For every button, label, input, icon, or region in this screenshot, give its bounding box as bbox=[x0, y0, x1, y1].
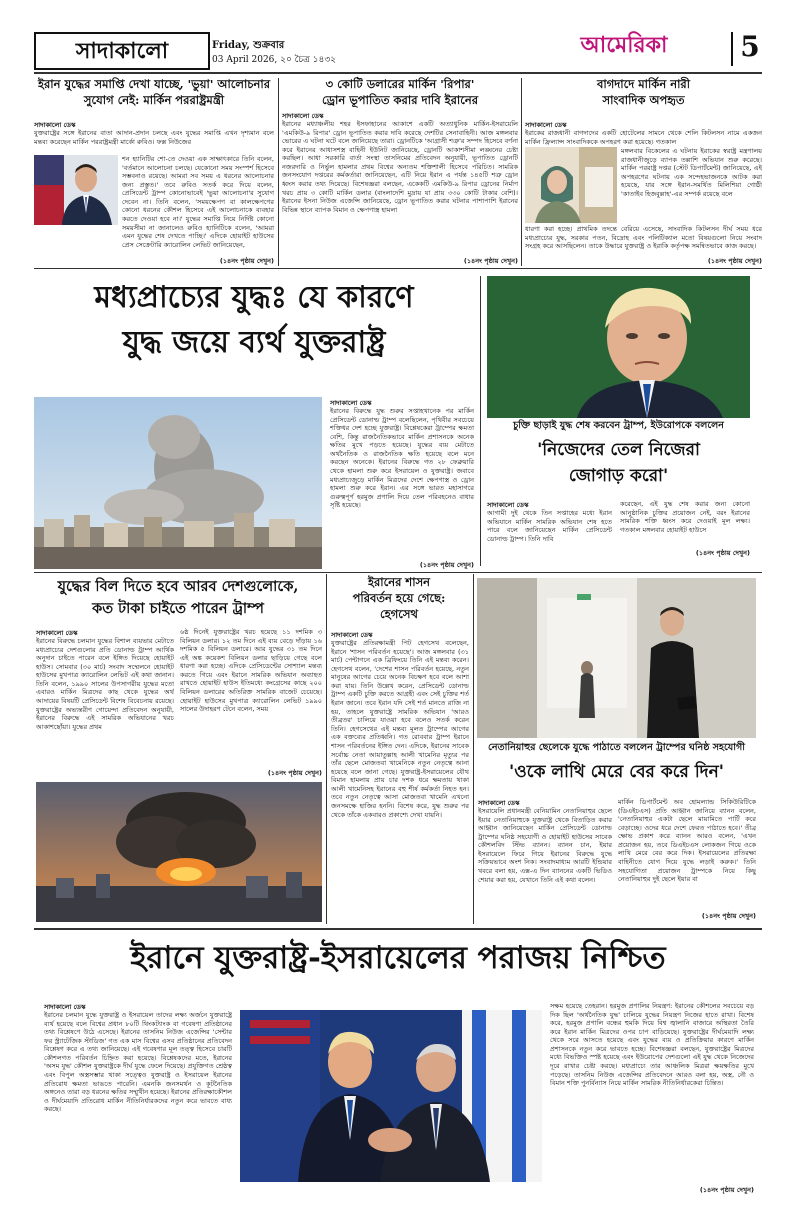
story-drone-body: ইরানের মধ্যাঞ্চলীয় শহর ইসফাহানের আকাশে একটি অত্যাধুনিক মার্কিন-ইসরায়েলি 'এমকিউ-৯ রিপার' ড্রোন ভূপাতিত করার দাবি করেছে দেশটির সেনাবাহিনী। আজ মঙ্গলবার ভোরের এ ঘটনা ঘটে বলে জানিয়েছে তারা। ড্রোনটিকে 'আগ্রাসী শত্রু'র সম্পদ হিসেবে বর্ণনা করে ইরানের আধাসশস্ত্র বাহিনী ইউনিট জানিয়েছে, ড্রোনটি আকাশসীমা লঙ্ঘনের চেষ্টা করছিল। আধা সরকারি বার্তা সংস্থা তাসনিমের প্রতিবেদন অনুযায়ী, ভূপাতিত ড্রোনটি নজরদারি ও নির্ভুল হামলার প্রথম বিশ্বের অন্যতম শক্তিশালী হিসেবে পরিচিত। সামরিক জনসংযোগ দপ্তরের কর্মকর্তারা জানিয়েছেন, এটি নিয়ে ইরান এ পর্যন্ত ১৪৫টি শত্রু ড্রোন ধ্বংস করার তথ্য দিয়েছে। বিশেষজ্ঞরা বলছেন, একেকটি এমকিউ-৯ রিপার ড্রোনের নির্মাণ খরচ প্রায় ৩ কোটি মার্কিন ডলার (বাংলাদেশি মুদ্রায় যা প্রায় ৩৩০ কোটি টাকার বেশি)। ইরানের ইসনা নিউজ এজেন্সি জানিয়েছে, ড্রোন ভূপাতিত করার ঘটনার পাশাপাশি ইরানের বিভিন্ন স্থানে ব্যাপক বিমান ও ক্ষেপণাস্ত্র হামলা bbox=[282, 120, 518, 214]
trump-oil-headline-2: জোগাড় করো' bbox=[568, 466, 669, 486]
arab-bill-continued[interactable]: (১৪নং পৃষ্ঠায় দেখুন) bbox=[267, 769, 322, 777]
story-journalist-continued[interactable]: (১৪নং পৃষ্ঠায় দেখুন) bbox=[707, 257, 762, 265]
story-drone bbox=[282, 76, 518, 266]
trump-oil-body-col1: আগামী দুই থেকে তিন সপ্তাহের মধ্যে ইরান অভিযানে মার্কিন সামরিক অভিযান শেষ হতে পারে বলে জানিয়েছেন মার্কিন প্রেসিডেন্ট ডোনাল্ড ট্রাম্প। তিনি দাবি bbox=[487, 509, 612, 543]
story-drone-headline-2: ড্রোন ভূপাতিত করার দাবি ইরানের bbox=[321, 93, 479, 107]
story-rubio-intro: যুক্তরাষ্ট্রের সঙ্গে ইরানের বাতা আদান-প্রদান চলছে এবং যুদ্ধের সমাপ্তি এখন দৃশ্যমান বলে মন্তব্য করেছেন মার্কিন পররাষ্ট্রমন্ত্রী মার্কো রুবিও। ফক্স নিউজের bbox=[34, 129, 274, 146]
section-rule bbox=[34, 572, 762, 573]
netanyahu-continued[interactable]: (১৪নং পৃষ্ঠায় দেখুন) bbox=[701, 912, 756, 920]
story-rubio-byline: সাদাকালো ডেস্ক bbox=[34, 121, 76, 129]
section-title: আমেরিকা bbox=[580, 32, 668, 58]
lead-story-text bbox=[330, 398, 474, 570]
lead-byline: সাদাকালো ডেস্ক bbox=[330, 399, 372, 407]
story-rubio-body: শন হ্যানিটির শো-তে দেওয়া এক সাক্ষাৎকারে তিনি বলেন, 'বর্তমানে আলোচনা চলছে। যেকোনো সময় সংস্পর্শ হিসেবে সম্ভবনাও রয়েছে। আমরা সব সময় এ ধরনের আলোচনার জন্য প্রস্তুত।' তবে রুবিও সতর্ক করে দিয়ে বলেন, প্রেসিডেন্ট ট্রাম্প কোনোভাবেই 'ভুয়া আলোচনা'র সুযোগ দেবেন না। তিনি বলেন, 'সময়ক্ষেপণ বা কালক্ষেপণের কোনো ধরনের কৌশল হিসেবে এই আলোচনাকে ব্যবহার করতে দেওয়া হবে না।' যুদ্ধের সমাপ্তি নিয়ে নির্দিষ্ট কোনো সময়সীমা না জানালেও রুবিও হ্যানিটিকে বলেন, 'আমরা এমন যুদ্ধের শেষ দেখতে পাচ্ছি।' এদিকে হোয়াইট হাউসের প্রেস সেক্রেটারি ক্যারোলিন লেভিট জানিয়েছেন, bbox=[122, 155, 274, 249]
lead-continued[interactable]: (১৪নং পৃষ্ঠায় দেখুন) bbox=[419, 561, 474, 569]
rubio-photo bbox=[34, 155, 118, 225]
story-journalist bbox=[525, 76, 762, 266]
col-divider bbox=[480, 276, 481, 566]
netanyahu-byline: সাদাকালো ডেস্ক bbox=[478, 799, 520, 807]
regime-headline-1: ইরানের শাসন bbox=[367, 575, 431, 589]
trump-photo bbox=[487, 276, 750, 418]
story-drone-continued[interactable]: (১৪নং পৃষ্ঠায় দেখুন) bbox=[463, 257, 518, 265]
netanyahu-body-col2: মার্কিন ডিপার্টমেন্ট অব হোমল্যান্ড সিকিউরিটিকে (ডিএইচএস) প্রতি আহ্বান জানিয়ে ব্যানন বলেন, 'নেতানিয়াহুর একটা ছেলে মায়ামিতে পার্টি করে বেড়াচ্ছে। ওদের ধরে দেশে ফেরত পাঠাতে হবে।' তীব্র ক্ষোভ প্রকাশ করে ব্যানন আরও বলেন, 'এখন প্রয়োজন হয়, তবে ডিএইচএস লোকজন গিয়ে ওকে লাথি মেরে বের করে দিক। ইসরায়েলের প্রতিরক্ষা বাহিনীতে যোগ দিয়ে যুদ্ধে লড়াই করুক।' তিনি সহযোগিতা প্রয়োজন ট্রাম্পকে নিয়ে কিছু নেতানিয়াহুর দুই ছেলে ইয়ার বা bbox=[618, 798, 756, 884]
section-rule bbox=[34, 268, 762, 269]
story-journalist-side: মঙ্গলবার বিকেলের এ ঘটনায় ইরাকের স্বরাষ্ট্র মন্ত্রণালয় রাজধানীজুড়ে ব্যাপক তল্লাশি অভিযান শুরু করেছে। মার্কিন পররাষ্ট্র দপ্তর (স্টেট ডিপার্টমেন্ট) জানিয়েছে, এই অপহরণের ঘটনায় এক সন্দেহভাজনকে আটক করা হয়েছে, যার সঙ্গে ইরান-সমর্থিত মিলিশিয়া গোষ্ঠী 'কাতাইব হিজবুল্লাহ'-এর সম্পর্ক রয়েছে বলে bbox=[621, 147, 762, 198]
explosion-photo bbox=[36, 782, 322, 922]
arab-bill-byline: সাদাকালো ডেস্ক bbox=[36, 629, 78, 637]
col-divider bbox=[473, 574, 474, 924]
masthead-logo: সাদাকালো bbox=[34, 32, 210, 70]
bottom-byline: সাদাকালো ডেস্ক bbox=[44, 1003, 86, 1011]
bottom-body-col1: ইরানের চলমান যুদ্ধে যুক্তরাষ্ট্র ও ইসরায়েল তাদের লক্ষ্য অর্জনে যুক্তরাষ্ট্রে ব্যর্থ হয়েছে বলে বিশ্বের প্রধান ৮০টি থিংকট্যাংক বা গবেষণা প্রতিষ্ঠানের তথ্য বিশ্লেষণে উঠে এসেছে। ইরানের তাসনিম নিউজ এজেন্সির 'সেন্টার ফর স্ট্র্যাটেজিক স্টাডিজ' গত এক মাস বিশ্বের এসব প্রতিষ্ঠানের প্রতিবেদন বিশ্লেষণ করে এ তথ্য জানিয়েছে। এই গবেষণার মূল তত্ত্ব হিসেবে চারটি কৌশলগত পরিবর্তন চিহ্নিত করা হয়েছে। বিশ্লেষকদের মতে, ইরানের 'অসম যুদ্ধ' কৌশল যুক্তরাষ্ট্রকে দীর্ঘ যুদ্ধে ফেলে দিয়েছে। প্রযুক্তিগত শ্রেষ্ঠত্ব এবং বিপুল অস্ত্রসম্ভার থাকা সত্ত্বেও যুক্তরাষ্ট্র ও ইসরায়েল ইরানের প্রতিরোধ ক্ষমতা ভাঙতে পারেনি। এমনকি জনসমর্থন ও কূটনৈতিক অঙ্গনেও তারা বড় ধরনের ক্ষতির সম্মুখীন হয়েছে। ইরানের প্রতিরক্ষাকৌশল ও দীর্ঘমেয়াদি প্রতিরোধ মার্কিন নীতিনির্ধারকদের নতুন করে ভাবতে বাধ্য করছে। bbox=[44, 1011, 232, 1114]
bottom-body-col2: সক্ষম হয়েছে তেহরান। হরমুজ প্রণালির নিয়ন্ত্রণ: ইরানের কৌশলের সবচেয়ে বড় দিক ছিল 'অর্থনৈতিক যুদ্ধ' চালিয়ে যুদ্ধের নিয়ন্ত্রণ নিজের হাতে রাখা। বিশেষ করে, হরমুজ প্রণালি বন্ধের হুমকি দিয়ে বিশ্ব জ্বালানি বাজারে অস্থিরতা তৈরি করে ইরান মার্কিন মিত্রদের ওপর চাপ বাড়িয়েছে। যুক্তরাষ্ট্রের দীর্ঘমেয়াদি লক্ষ্য থেকে সরে আসতে হয়েছে এবং যুদ্ধের ব্যয় ও প্রতিক্রিয়ার কারণে মার্কিন প্রশাসনকে নতুন করে ভাবতে হচ্ছে। বিশেষজ্ঞরা বলছেন, যুক্তরাষ্ট্রের মিত্রদের মধ্যে বিভক্তিও স্পষ্ট হয়েছে এবং ইউরোপের দেশগুলো এই যুদ্ধ থেকে নিজেদের দূরে রাখার চেষ্টা করছে। মধ্যপ্রাচ্যে তার আঞ্চলিক মিত্ররা ক্ষয়ক্ষতির মুখে পড়েছে। তাসনিম নিউজ এজেন্সির প্রতিবেদনে আরও বলা হয়, অস্ত্র, নৌ ও বিমান শক্তি পুনর্বিন্যাস নিয়ে মার্কিন সামরিক নীতিনির্ধারকেরা চিন্তিত। bbox=[550, 1002, 754, 1088]
story-journalist-byline: সাদাকালো ডেস্ক bbox=[525, 121, 567, 129]
netanyahu-headline: 'ওকে লাথি মেরে বের করে দিন' bbox=[509, 762, 724, 782]
yair-photo bbox=[477, 578, 756, 738]
story-journalist-headline-1: বাগদাদে মার্কিন নারী bbox=[596, 77, 691, 91]
regime-byline: সাদাকালো ডেস্ক bbox=[331, 631, 373, 639]
page-number: 5 bbox=[740, 30, 760, 63]
journalist-photo bbox=[525, 147, 617, 223]
masthead-date: 03 April 2026, ২০ চৈত্র ১৪৩২ bbox=[212, 55, 337, 65]
masthead-day: Friday, শুক্রবার bbox=[212, 40, 285, 51]
trump-netanyahu-photo bbox=[240, 1010, 542, 1182]
masthead-rule bbox=[34, 72, 762, 74]
story-rubio bbox=[34, 76, 274, 266]
netanyahu-body-col1: ইসরায়েলি প্রধানমন্ত্রী বেনিয়ামিন নেতানিয়াহুর ছেলে ইয়ার নেতানিয়াহুকে যুক্তরাষ্ট্র থেকে বিতাড়িত করার আহ্বান জানিয়েছেন মার্কিন প্রেসিডেন্ট ডোনাল্ড ট্রাম্পের ঘনিষ্ঠ সহযোগী ও হোয়াইট হাউসের সাবেক কৌশলবিদ স্টিভ ব্যানন। ব্যানন চান, ইয়ার ইসরায়েলে ফিরে গিয়ে ইরানের বিরুদ্ধে যুদ্ধে সক্রিয়ভাবে অংশ নিক। সংবাদমাধ্যম আরটি ইন্ডিয়ার খবরে বলা হয়, এক্স-এ দিন ব্যাননের একটি ভিডিও শেয়ার করা হয়, যেখানে তিনি এই কথা বলেন। bbox=[478, 807, 612, 884]
section-divider bbox=[731, 32, 733, 66]
lead-photo-strike bbox=[34, 397, 322, 569]
bottom-continued[interactable]: (১৪নং পৃষ্ঠায় দেখুন) bbox=[699, 1186, 754, 1194]
section-rule bbox=[34, 928, 762, 930]
trump-oil-continued[interactable]: (১৪নং পৃষ্ঠায় দেখুন) bbox=[695, 549, 750, 557]
story-drone-byline: সাদাকালো ডেস্ক bbox=[282, 112, 324, 120]
bottom-headline: ইরানে যুক্তরাষ্ট্র-ইসরায়েলের পরাজয় নিশ্চিত bbox=[130, 940, 666, 976]
arab-bill-headline-1: যুদ্ধের বিল দিতে হবে আরব দেশগুলোকে, bbox=[57, 578, 299, 595]
story-rubio-headline-2: সুযোগ নেই: মার্কিন পররাষ্ট্রমন্ত্রী bbox=[83, 93, 225, 107]
col-divider bbox=[278, 78, 279, 266]
masthead bbox=[34, 30, 762, 72]
lead-headline-2: যুদ্ধ জয়ে ব্যর্থ যুক্তরাষ্ট্র bbox=[122, 325, 386, 360]
story-journalist-headline-2: সাংবাদিক অপহৃত bbox=[602, 93, 685, 107]
netanyahu-kicker: নেতানিয়াহুর ছেলেকে যুদ্ধে পাঠাতে বললেন ট্রাম্পের ঘনিষ্ঠ সহযোগী bbox=[488, 742, 745, 753]
trump-oil-kicker: চুক্তি ছাড়াই যুদ্ধ শেষ করবেন ট্রাম্প, ইউরোপকে বললেন bbox=[513, 420, 724, 431]
story-journalist-body: ধারণা করা হচ্ছে। প্রাথমিক তদন্তে বেরিয়ে এসেছে, সাংবাদিক কিটলসন দীর্ঘ সময় ধরে মধ্যপ্রাচ্যের যুদ্ধ, সরকার পতন, বিদ্রোহ এবং পলিটিক্যাল মতো বিষয়গুলো নিয়ে সংবাদ সংগ্রহ করে আসছিলেন। তাকে উদ্ধারে যুক্তরাষ্ট্র ও ইরাকি কর্তৃপক্ষ সমন্বিতভাবে কাজ করছে। bbox=[525, 225, 762, 251]
trump-oil-headline-1: 'নিজেদের তেল নিজেরা bbox=[537, 440, 700, 460]
regime-body: যুক্তরাষ্ট্রের প্রতিরক্ষামন্ত্রী পিট হেগসেথ বলেছেন, ইরানে 'শাসন পরিবর্তন হয়েছে'। আজ মঙ্গলবার (৩১ মার্চ) পেন্টাগনে এক ব্রিফিংয়ে তিনি এই মন্তব্য করেন। হেগসেথ বলেন, 'দেশের শাসন পরিবর্তন হয়েছে, নতুন মানুষের আগের চেয়ে অনেক বিচক্ষণ হবে বলে আশা করা যায়। তিনি উল্লেখ করেন, প্রেসিডেন্ট ডোনাল্ড ট্রাম্প একটি চুক্তি করতে আগ্রহী এবং সেই চুক্তির শর্ত ইরান জানে। তবে ইরান যদি সেই শর্ত মানতে রাজি না হয়, তাহলে যুক্তরাষ্ট্রে সামরিক অভিযান 'আরও তীব্রতর' চালিয়ে যাওয়া হবে বলেও সতর্ক করেন তিনি। হেগসেথের এই মন্তব্য মূলত ট্রাম্পের আগের এক বক্তব্যের প্রতিধ্বনি। গত রোববার ট্রাম্প ইরানে শাসন পরিবর্তনের ইঙ্গিত দেন। এদিকে, ইরানের সাবেক সর্বোচ্চ নেতা আয়াতুল্লাহ আলী খামেনির মৃত্যুর পর তাঁর ছেলে মোজতবা খামেনিকে নতুন নেতৃত্বে আনা হয়েছে বলে জানা গেছে। যুক্তরাষ্ট্র-ইসরায়েলের যৌথ বিমান হামলায় প্রায় চার দশক ধরে ক্ষমতায় থাকা আলী খামেনিসহ ইরানের বহু শীর্ষ কর্মকর্তা নিহত হন। তবে নতুন নেতৃত্বে আসা মোজতবা খামেনি এখনো জনসমক্ষে হাজির হননি। বিশেষ করে, যুদ্ধ শুরুর পর থেকে তাঁকে একবারও প্রকাশ্যে দেখা যায়নি। bbox=[331, 639, 469, 819]
story-drone-headline-1: ৩ কোটি ডলারের মার্কিন 'রিপার' bbox=[325, 77, 475, 91]
arab-bill-body-col1: ইরানের বিরুদ্ধে চলমান যুদ্ধের বিশাল ব্যয়ভার মেটাতে মধ্যপ্রাচ্যের দেশগুলোর প্রতি ডোনাল্ড ট্রাম্প আর্থিক অনুদান চাইতে পারেন বলে ইঙ্গিত দিয়েছে হোয়াইট হাউস। সোমবার (৩০ মার্চ) সংবাদ সম্মেলনে হোয়াইট হাউসের মুখপাত্র ক্যারোলিন লেভিট এই কথা জানান। তিনি বলেন, ১৯৯০ সালের উপসাগরীয় যুদ্ধের মতো এবারও মার্কিন মিত্রদের কাছ থেকে যুদ্ধের অর্থ আদায়ের বিষয়টি প্রেসিডেন্ট বিশেষ বিবেচনায় রয়েছে। যুক্তরাষ্ট্রের অভ্যন্তরীণ গোয়েন্দা প্রতিবেদন অনুযায়ী, ইরানের বিরুদ্ধে এই সামরিক অভিযানের খরচ আকাশছোঁয়া। যুদ্ধের প্রথম bbox=[36, 637, 174, 731]
lead-body: ইরানের বিরুদ্ধে যুদ্ধ শুরুর সপ্তাহখানেক পর মার্কিন প্রেসিডেন্ট ডোনাল্ড ট্রাম্প বলেছিলেন, পৃথিবীর সবচেয়ে শক্তিধর দেশ হচ্ছে যুক্তরাষ্ট্র। বিশ্লেষকেরা ট্রাম্পের ক্ষমতা বেশি, কিন্তু রাজনৈতিকভাবে মার্কিন প্রশাসনকে অনেক ক্ষতির মুখে পড়তে হয়েছে। যুদ্ধের ব্যয় মেটাতে অর্থনৈতিক ও রাজনৈতিক ক্ষতি হয়েছে বলে মনে করছেন অনেকে। ইরানের বিরুদ্ধে গত ২৮ ফেব্রুয়ারি থেকে হামলা শুরু করে ইসরায়েল ও যুক্তরাষ্ট্র। জবাবে মধ্যপ্রাচ্যজুড়ে মার্কিন মিত্রদের দেশে ক্ষেপণাস্ত্র ও ড্রোন হামলা শুরু করে ইরান। এর সঙ্গে ভারত মহাসাগরে গুরুত্বপূর্ণ হরমুজ প্রণালি দিয়ে তেল পরিবহনেও বাধার সৃষ্টি হয়েছে। bbox=[330, 407, 474, 510]
regime-headline-3: হেগসেথ bbox=[380, 607, 418, 621]
col-divider bbox=[521, 78, 522, 266]
trump-oil-byline: সাদাকালো ডেস্ক bbox=[487, 501, 529, 509]
regime-headline-2: পরিবর্তন হয়ে গেছে: bbox=[352, 591, 446, 605]
story-rubio-headline-1: ইরান যুদ্ধের সমাপ্তি দেখা যাচ্ছে, 'ভুয়া' আলোচনার bbox=[37, 77, 271, 91]
story-journalist-intro: ইরাকের রাজধানী বাগদাদের একটি হোটেলের সামনে থেকে শেলি কিটলসন নামে একজন মার্কিন ফ্রিল্যান্স সাংবাদিককে অপহরণ করা হয়েছে। গতকাল bbox=[525, 129, 762, 146]
arab-bill-body-col2: ৬ষ্ঠ দিনেই যুক্তরাষ্ট্রের খরচ হয়েছে ১১ দশমিক ৩ বিলিয়ন ডলার। ১২ তম দিনে এই ব্যয় বেড়ে দাঁড়ায় ১৬ দশমিক ৫ বিলিয়ন ডলারে। আর যুদ্ধের ৩১ তম দিনে এই অঙ্ক কয়েকশ বিলিয়ন ডলার ছাড়িয়ে গেছে বলে ধারণা করা হচ্ছে। এদিকে প্রেসিডেন্টের সোশ্যাল মন্তব্য করতে গিয়ে এবং ইরানে সামরিক অভিযান অব্যাহত রাখতে হোয়াইট হাউস ইতিমধ্যে কংগ্রেসের কাছে ২০০ বিলিয়ন ডলারের অতিরিক্ত সামরিক বাজেট চেয়েছে। হোয়াইট হাউসের মুখপাত্র ক্যারোলিন লেভিট ১৯৯০ সালের উদাহরণ টেনে বলেন, সময় bbox=[180, 628, 322, 714]
trump-oil-body-col2: করেছেন, এই যুদ্ধ শেষ করার জন্য কোনো আনুষ্ঠানিক চুক্তির প্রয়োজন নেই, বরং ইরানের সামরিক শক্তি ধ্বংস করে দেওয়াই মূল লক্ষ্য। গতকাল মঙ্গলবার হোয়াইট হাউসে bbox=[620, 500, 750, 534]
lead-headline-1: মধ্যপ্রাচ্যের যুদ্ধঃ যে কারণে bbox=[94, 280, 414, 315]
col-divider bbox=[326, 574, 327, 924]
story-rubio-continued[interactable]: (১৪নং পৃষ্ঠায় দেখুন) bbox=[219, 257, 274, 265]
arab-bill-headline-2: কত টাকা চাইতে পারেন ট্রাম্প bbox=[92, 600, 264, 617]
